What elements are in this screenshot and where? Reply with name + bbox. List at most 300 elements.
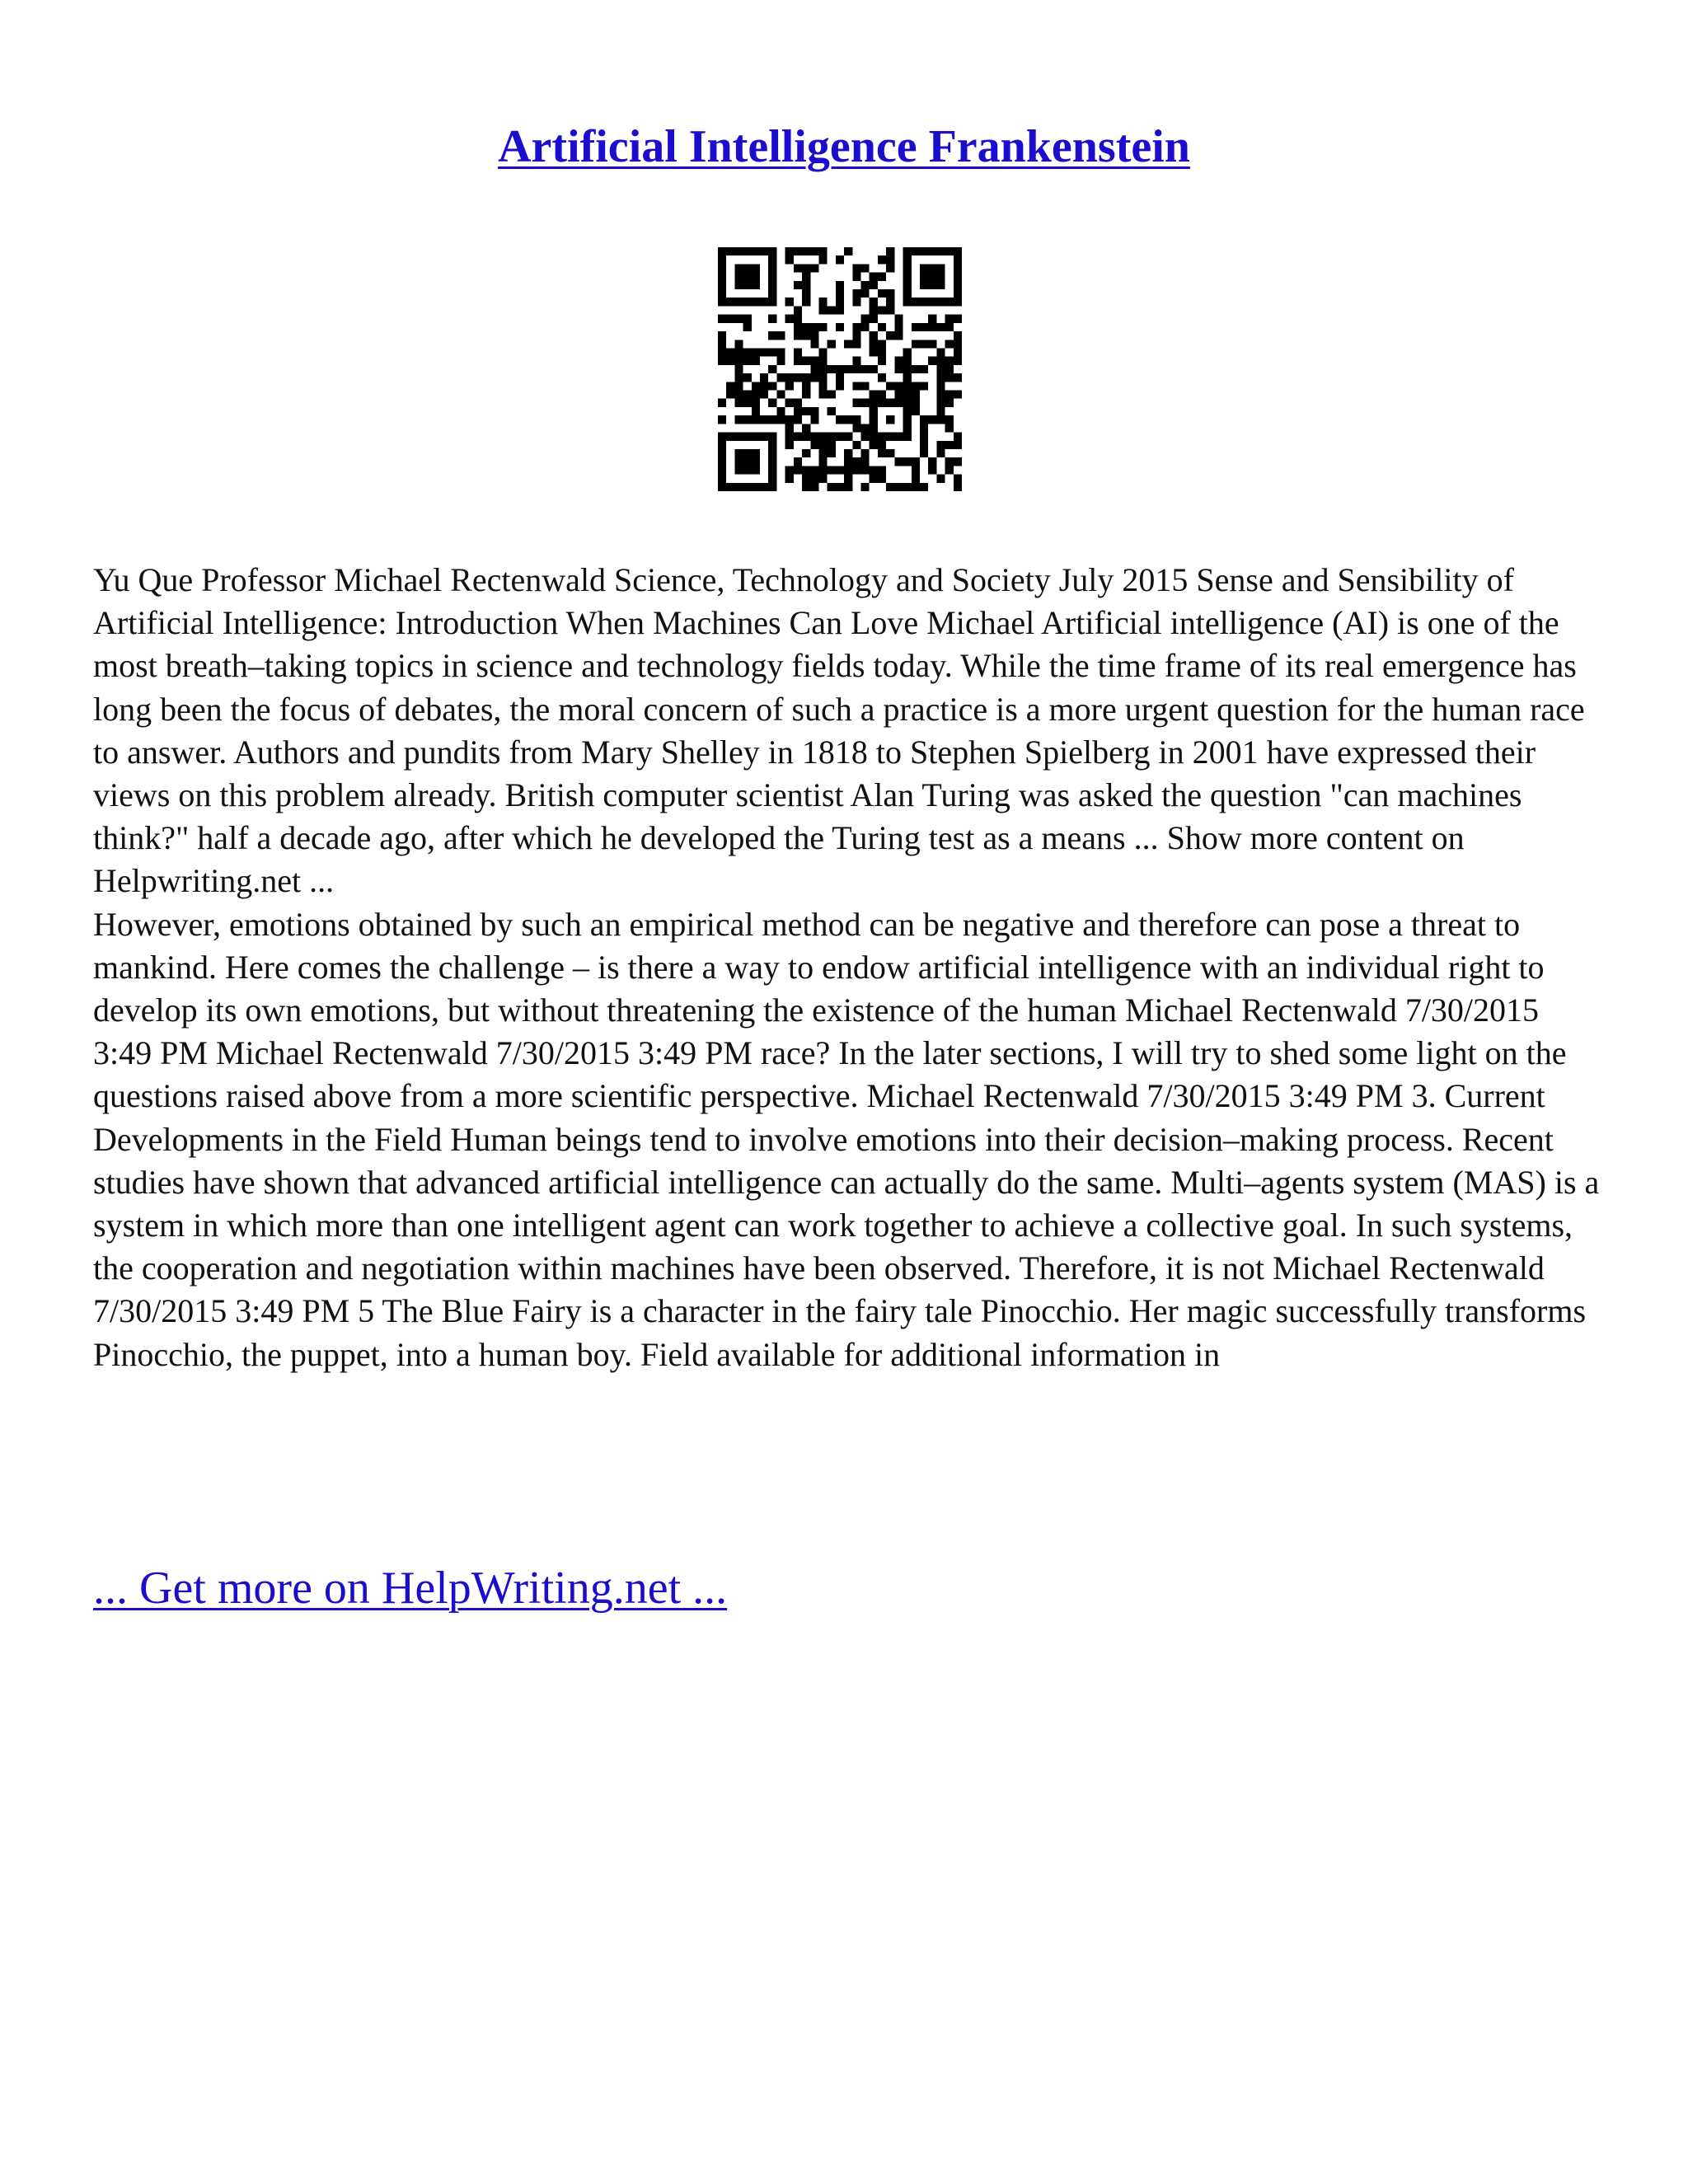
qr-module: [734, 264, 743, 272]
qr-module: [752, 415, 760, 424]
qr-module: [954, 457, 962, 466]
qr-module: [743, 449, 752, 457]
qr-module: [818, 466, 827, 474]
qr-module: [785, 373, 794, 382]
qr-module: [802, 382, 810, 390]
qr-module: [718, 449, 726, 457]
qr-module: [920, 323, 928, 331]
qr-module: [920, 281, 928, 289]
qr-module: [912, 466, 920, 474]
qr-module: [870, 441, 878, 449]
qr-module: [936, 449, 945, 457]
qr-module: [936, 399, 945, 407]
qr-module: [886, 433, 894, 441]
paragraph-continued: However, emotions obtained by such an empirical method can be negative and therefore can pose a threat to mankind. Here comes the challenge – is there a way to endow artificial intelligence with an individual right to develop its own emotions, but without threatening the existence of the human Michael Rectenwald 7/30/2015 3:49 PM Michael Rectenwald 7/30/2015 3:49 PM race? In the later sections, I will try to shed some light on the questions raised above from a more scientific perspective. Michael Rectenwald 7/30/2015 3:49 PM 3. Current Developments in the Field Human beings tend to involve emotions into their decision–making process. Recent studies have shown that advanced artificial intelligence can actually do the same. Multi–agents system (MAS) is a system in which more than one intelligent agent can work together to achieve a collective goal. In such systems, the cooperation and negotiation within machines have been observed. Therefore, it is not Michael Rectenwald 7/30/2015 3:49 PM 5 The Blue Fairy is a character in the fairy tale Pinocchio. Her magic successfully transforms Pinocchio, the puppet, into a human boy. Field available for additional information in: [93, 905, 1600, 1373]
qr-module: [734, 348, 743, 356]
qr-module: [945, 315, 954, 323]
qr-module: [828, 365, 836, 373]
qr-module: [936, 273, 945, 281]
qr-module: [936, 475, 945, 483]
qr-module: [794, 407, 802, 415]
qr-module: [752, 407, 760, 415]
qr-module: [836, 281, 844, 289]
qr-module: [818, 391, 827, 399]
qr-module: [928, 264, 936, 272]
qr-module: [828, 466, 836, 474]
qr-module: [836, 306, 844, 314]
qr-module: [828, 407, 836, 415]
qr-module: [760, 483, 768, 491]
qr-module: [945, 466, 954, 474]
qr-module: [794, 457, 802, 466]
qr-module: [718, 348, 726, 356]
qr-module: [718, 264, 726, 272]
qr-module: [954, 340, 962, 348]
qr-module: [903, 382, 912, 390]
qr-module: [760, 247, 768, 255]
qr-module: [861, 289, 870, 298]
qr-module: [743, 391, 752, 399]
qr-module: [936, 407, 945, 415]
qr-module: [903, 424, 912, 432]
qr-module: [886, 449, 894, 457]
qr-module: [802, 331, 810, 340]
qr-module: [785, 424, 794, 432]
qr-module: [870, 399, 878, 407]
qr-module: [870, 424, 878, 432]
qr-module: [810, 415, 818, 424]
qr-module: [768, 247, 776, 255]
qr-module: [861, 466, 870, 474]
qr-module: [734, 466, 743, 474]
qr-module: [894, 331, 903, 340]
qr-module: [861, 449, 870, 457]
qr-module: [726, 382, 734, 390]
qr-module: [894, 399, 903, 407]
qr-module: [768, 289, 776, 298]
qr-module: [954, 441, 962, 449]
qr-module: [828, 449, 836, 457]
qr-module: [718, 475, 726, 483]
qr-module: [954, 255, 962, 264]
qr-module: [954, 391, 962, 399]
qr-module: [818, 449, 827, 457]
qr-module: [818, 365, 827, 373]
qr-module: [734, 433, 743, 441]
qr-module: [936, 357, 945, 365]
qr-module: [802, 466, 810, 474]
paragraph-intro: Yu Que Professor Michael Rectenwald Science, Technology and Society July 2015 Sense and Sensibility of Artificial Intelligence: Introduction When Machines Can Love Michael Artificial intelligence (AI) is one of the most breath–taking topics in science and technology fields today. While the time frame of its real emergence has long been the focus of debates, the moral concern of such a practice is a more urgent question for the human race to answer. Authors and pundits from Mary Shelley in 1818 to Stephen Spielberg in 2001 have expressed their views on this problem already. British computer scientist Alan Turing was asked the question "can machines think?" half a decade ago, after which he developed the Turing test as a means ... Show more content on Helpwriting.net ...: [93, 561, 1585, 900]
qr-module: [861, 365, 870, 373]
qr-module: [734, 247, 743, 255]
qr-module: [936, 415, 945, 424]
document-body: [93, 559, 1601, 1376]
qr-module: [760, 348, 768, 356]
qr-module: [785, 466, 794, 474]
qr-module: [861, 433, 870, 441]
qr-module: [760, 373, 768, 382]
qr-module: [810, 340, 818, 348]
qr-module: [743, 315, 752, 323]
qr-module: [810, 441, 818, 449]
qr-module: [844, 475, 852, 483]
qr-module: [844, 449, 852, 457]
qr-module: [836, 373, 844, 382]
qr-module: [818, 373, 827, 382]
qr-module: [718, 289, 726, 298]
qr-module: [836, 298, 844, 306]
qr-module: [903, 373, 912, 382]
qr-module: [886, 306, 894, 314]
qr-module: [776, 357, 785, 365]
qr-module: [810, 483, 818, 491]
qr-module: [734, 357, 743, 365]
qr-module: [836, 382, 844, 390]
qr-module: [878, 289, 886, 298]
qr-module: [920, 483, 928, 491]
qr-module: [878, 449, 886, 457]
qr-module: [810, 433, 818, 441]
qr-module: [861, 457, 870, 466]
qr-module: [870, 298, 878, 306]
qr-module: [878, 373, 886, 382]
qr-module: [945, 441, 954, 449]
qr-module: [852, 298, 860, 306]
qr-module: [743, 483, 752, 491]
qr-module: [760, 415, 768, 424]
qr-module: [878, 399, 886, 407]
qr-module: [776, 348, 785, 356]
qr-module: [776, 407, 785, 415]
qr-module: [743, 373, 752, 382]
qr-module: [936, 264, 945, 272]
qr-module: [844, 483, 852, 491]
qr-module: [844, 433, 852, 441]
qr-module: [954, 331, 962, 340]
qr-module: [810, 373, 818, 382]
qr-module: [828, 391, 836, 399]
qr-module: [768, 298, 776, 306]
qr-module: [734, 315, 743, 323]
qr-module: [861, 323, 870, 331]
qr-module: [894, 483, 903, 491]
qr-module: [928, 415, 936, 424]
qr-module: [768, 331, 776, 340]
qr-module: [920, 298, 928, 306]
qr-module: [802, 357, 810, 365]
qr-module: [734, 382, 743, 390]
qr-module: [734, 457, 743, 466]
qr-module: [718, 281, 726, 289]
qr-module: [920, 415, 928, 424]
qr-module: [726, 247, 734, 255]
qr-module: [752, 348, 760, 356]
qr-module: [768, 348, 776, 356]
qr-module: [726, 483, 734, 491]
qr-module: [920, 340, 928, 348]
qr-module: [903, 483, 912, 491]
qr-module: [928, 315, 936, 323]
qr-module: [794, 357, 802, 365]
qr-module: [768, 281, 776, 289]
qr-module: [785, 382, 794, 390]
qr-module: [726, 357, 734, 365]
qr-module: [954, 315, 962, 323]
qr-module: [844, 247, 852, 255]
get-more-link[interactable]: ... Get more on HelpWriting.net ...: [93, 1563, 728, 1614]
qr-module: [743, 281, 752, 289]
qr-module: [818, 298, 827, 306]
qr-module: [752, 264, 760, 272]
qr-module: [936, 373, 945, 382]
qr-module: [802, 323, 810, 331]
qr-module: [768, 415, 776, 424]
qr-module: [802, 483, 810, 491]
qr-module: [828, 433, 836, 441]
qr-module: [734, 365, 743, 373]
qr-module: [785, 475, 794, 483]
qr-module: [785, 441, 794, 449]
qr-module: [912, 407, 920, 415]
qr-module: [920, 449, 928, 457]
qr-module: [894, 391, 903, 399]
qr-module: [861, 399, 870, 407]
qr-module: [743, 415, 752, 424]
qr-module: [752, 433, 760, 441]
qr-module: [768, 315, 776, 323]
qr-module: [945, 357, 954, 365]
qr-module: [936, 348, 945, 356]
qr-module: [870, 306, 878, 314]
qr-module: [903, 457, 912, 466]
qr-module: [818, 357, 827, 365]
qr-module: [768, 399, 776, 407]
qr-module: [945, 373, 954, 382]
qr-module: [760, 298, 768, 306]
qr-module: [903, 365, 912, 373]
qr-module: [818, 247, 827, 255]
qr-module: [810, 475, 818, 483]
qr-module: [760, 382, 768, 390]
qr-module: [852, 457, 860, 466]
qr-module: [794, 373, 802, 382]
qr-module: [903, 433, 912, 441]
qr-module: [836, 289, 844, 298]
qr-module: [794, 306, 802, 314]
qr-module: [836, 433, 844, 441]
qr-module: [718, 298, 726, 306]
qr-module: [810, 357, 818, 365]
qr-module: [852, 382, 860, 390]
qr-module: [844, 365, 852, 373]
qr-module: [920, 264, 928, 272]
qr-module: [718, 466, 726, 474]
qr-module: [718, 340, 726, 348]
qr-module: [752, 483, 760, 491]
qr-module: [878, 441, 886, 449]
qr-module: [718, 247, 726, 255]
qr-module: [776, 373, 785, 382]
qr-module: [810, 407, 818, 415]
qr-module: [912, 457, 920, 466]
qr-module: [886, 483, 894, 491]
qr-module: [936, 247, 945, 255]
qr-module: [903, 273, 912, 281]
qr-module: [794, 331, 802, 340]
qr-module: [734, 273, 743, 281]
qr-module: [718, 415, 726, 424]
qr-module: [828, 483, 836, 491]
qr-module: [794, 415, 802, 424]
qr-module: [936, 441, 945, 449]
qr-module: [785, 315, 794, 323]
qr-module: [818, 382, 827, 390]
qr-module: [903, 415, 912, 424]
qr-module: [954, 247, 962, 255]
qr-module: [886, 415, 894, 424]
qr-module: [752, 273, 760, 281]
qr-module: [810, 466, 818, 474]
qr-module: [802, 289, 810, 298]
qr-module: [818, 433, 827, 441]
qr-module: [878, 357, 886, 365]
qr-module: [726, 391, 734, 399]
qr-module: [852, 357, 860, 365]
qr-module: [734, 449, 743, 457]
qr-module: [920, 441, 928, 449]
qr-module: [743, 348, 752, 356]
qr-module: [718, 433, 726, 441]
qr-module: [852, 273, 860, 281]
qr-module: [852, 424, 860, 432]
qr-module: [785, 415, 794, 424]
qr-module: [852, 399, 860, 407]
qr-module: [954, 281, 962, 289]
qr-module: [954, 373, 962, 382]
qr-module: [903, 391, 912, 399]
qr-module: [878, 391, 886, 399]
qr-module: [954, 357, 962, 365]
qr-module: [936, 323, 945, 331]
qr-module: [718, 315, 726, 323]
qr-module: [870, 407, 878, 415]
qr-module: [802, 247, 810, 255]
qr-module: [718, 357, 726, 365]
qr-module: [802, 298, 810, 306]
qr-module: [818, 348, 827, 356]
qr-module: [836, 415, 844, 424]
qr-module: [718, 255, 726, 264]
qr-module: [743, 457, 752, 466]
qr-module: [954, 264, 962, 272]
qr-module: [894, 315, 903, 323]
qr-module: [776, 415, 785, 424]
qr-module: [810, 264, 818, 272]
qr-module: [810, 365, 818, 373]
qr-module: [945, 415, 954, 424]
qr-module: [870, 281, 878, 289]
qr-module: [794, 466, 802, 474]
qr-module: [743, 298, 752, 306]
qr-module: [836, 466, 844, 474]
qr-module: [844, 457, 852, 466]
qr-module: [912, 298, 920, 306]
qr-module: [870, 391, 878, 399]
qr-module: [794, 315, 802, 323]
qr-module: [954, 348, 962, 356]
qr-module: [752, 247, 760, 255]
qr-module: [912, 382, 920, 390]
qr-module: [802, 475, 810, 483]
qr-module: [870, 466, 878, 474]
qr-module: [894, 357, 903, 365]
qr-module: [912, 391, 920, 399]
qr-module: [878, 273, 886, 281]
qr-module: [886, 255, 894, 264]
qr-module: [802, 373, 810, 382]
qr-module: [945, 365, 954, 373]
qr-module: [920, 433, 928, 441]
qr-module: [928, 323, 936, 331]
qr-module: [886, 399, 894, 407]
qr-module: [954, 433, 962, 441]
qr-module: [945, 323, 954, 331]
qr-module: [752, 391, 760, 399]
qr-module: [870, 348, 878, 356]
qr-module: [945, 399, 954, 407]
qr-module: [752, 449, 760, 457]
qr-module: [886, 331, 894, 340]
qr-module: [945, 391, 954, 399]
qr-module: [726, 298, 734, 306]
qr-module: [802, 407, 810, 415]
qr-module: [743, 264, 752, 272]
qr-module: [870, 315, 878, 323]
qr-module: [912, 247, 920, 255]
qr-module: [802, 424, 810, 432]
title-link[interactable]: Artificial Intelligence Frankenstein: [498, 121, 1190, 172]
qr-module: [903, 281, 912, 289]
qr-module: [718, 483, 726, 491]
qr-module: [785, 399, 794, 407]
qr-module: [886, 382, 894, 390]
qr-module: [768, 365, 776, 373]
qr-module: [903, 247, 912, 255]
qr-module: [794, 264, 802, 272]
qr-module: [945, 424, 954, 432]
qr-module: [861, 483, 870, 491]
qr-module: [954, 475, 962, 483]
qr-module: [818, 323, 827, 331]
qr-module: [768, 441, 776, 449]
qr-module: [768, 255, 776, 264]
qr-module: [894, 323, 903, 331]
qr-module: [743, 323, 752, 331]
qr-module: [726, 433, 734, 441]
qr-module: [768, 457, 776, 466]
qr-module: [836, 365, 844, 373]
qr-module: [743, 273, 752, 281]
qr-module: [912, 323, 920, 331]
qr-module: [936, 365, 945, 373]
qr-module: [718, 273, 726, 281]
qr-module: [894, 365, 903, 373]
qr-module: [718, 441, 726, 449]
qr-module: [936, 382, 945, 390]
qr-module: [861, 382, 870, 390]
qr-module: [760, 391, 768, 399]
qr-module: [734, 281, 743, 289]
